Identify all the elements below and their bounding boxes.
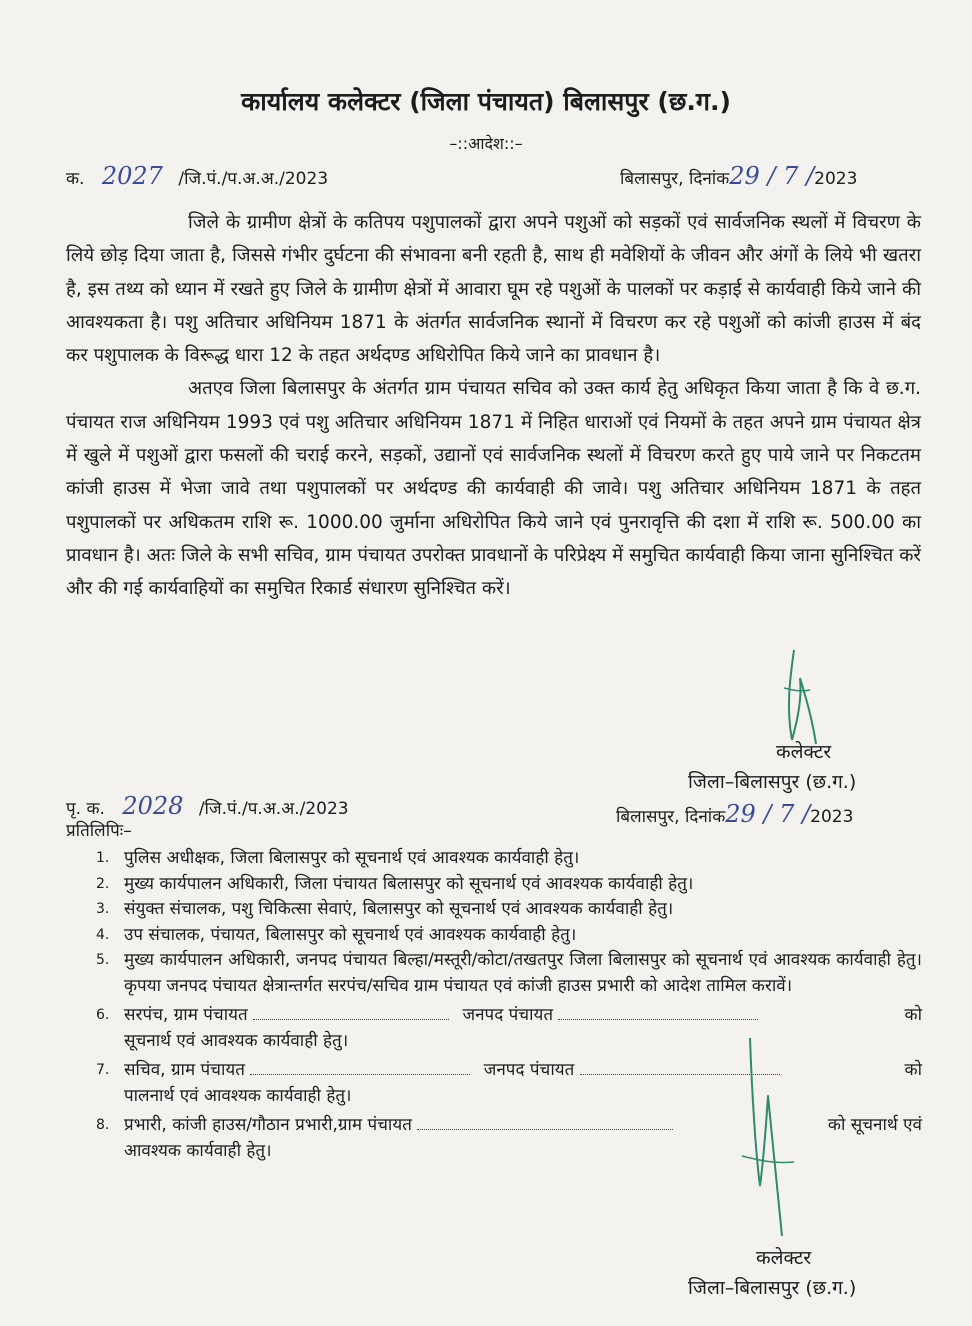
copy-date bbox=[616, 800, 853, 828]
order-ref bbox=[66, 162, 328, 190]
copy-ref bbox=[66, 792, 349, 820]
signature-2-designation: कलेक्टर bbox=[756, 1247, 812, 1269]
order-date-year: 2023 bbox=[814, 169, 858, 189]
body-paragraph-2: अतएव जिला बिलासपुर के अंतर्गत ग्राम पंचायत सचिव को उक्त कार्य हेतु अधिकृत किया जाता है कि वे छ.ग. पंचायत राज अधिनियम 1993 एवं पशु अतिचार अधिनियम 1871 में निहित धाराओं एवं नियमों के तहत अपने ग्राम पंचायत क्षेत्र में खुले में पशुओं द्वारा फसलों की चराई करने, सड़कों, उद्यानों एवं सार्वजनिक स्थलों में विचरण करते हुए पाये जाने पर निकटतम कांजी हाउस में भेजा जावे तथा पशुपालकों पर अर्थदण्ड की कार्यवाही की जावे। पशु अतिचार अधिनियम 1871 के तहत पशुपालकों पर अधिकतम राशि रू. 1000.00 जुर्माना अधिरोपित किये जाने एवं पुनरावृत्ति की दशा में राशि रू. 500.00 का प्रावधान है। अतः जिले के सभी सचिव, ग्राम पंचायत उपरोक्त प्रावधानों के परिप्रेक्ष्य में समुचित कार्यवाही किया जाना सुनिश्चित करें और की गई कार्यवाहियों का समुचित रिकार्ड संधारण सुनिश्चित करें। bbox=[66, 378, 921, 600]
cc-item: 1. पुलिस अधीक्षक, जिला बिलासपुर को सूचनार्थ एवं आवश्यक कार्यवाही हेतु। bbox=[96, 848, 580, 868]
signature-1-designation: कलेक्टर bbox=[776, 741, 832, 763]
office-title: कार्यालय कलेक्टर (जिला पंचायत) बिलासपुर (छ.ग.) bbox=[241, 87, 731, 116]
signature-1 bbox=[770, 648, 830, 748]
cc-item: 4. उप संचालक, पंचायत, बिलासपुर को सूचनार्थ एवं आवश्यक कार्यवाही हेतु। bbox=[96, 924, 577, 945]
cc-item-fill-in: 8. प्रभारी, कांजी हाउस/गौठान प्रभारी,ग्राम पंचायत को सूचनार्थ एवं आवश्यक कार्यवाही हेतु। bbox=[96, 1115, 922, 1161]
order-number-handwritten: 2027 bbox=[101, 162, 163, 190]
cc-item: 2. मुख्य कार्यपालन अधिकारी, जिला पंचायत बिलासपुर को सूचनार्थ एवं आवश्यक कार्यवाही हेतु। bbox=[96, 873, 694, 894]
copy-date-year: 2023 bbox=[810, 807, 854, 827]
copy-date-label: बिलासपुर, दिनांक bbox=[616, 807, 726, 827]
body-paragraph-1: जिले के ग्रामीण क्षेत्रों के कतिपय पशुपालकों द्वारा अपने पशुओं को सड़कों एवं सार्वजनिक स्थलों में विचरण के लिये छोड़ दिया जाता है, जिससे गंभीर दुर्घटना की संभावना बनी रहती है, साथ ही मवेशियों के जीवन और अंगों के लिये भी खतरा है, इस तथ्य को ध्यान में रखते हुए जिले के ग्रामीण क्षेत्रों में आवारा घूम रहे पशुओं के पालकों पर कड़ाई से कार्यवाही किये जाने की आवश्यकता है। पशु अतिचार अधिनियम 1871 के अंतर्गत सार्वजनिक स्थानों में विचरण कर रहे पशुओं को कांजी हाउस में बंद कर पशुपालक के विरूद्ध धारा 12 के तहत अर्थदण्ड अधिरोपित किये जाने का प्रावधान है। bbox=[66, 212, 921, 367]
copy-ref-suffix: /जि.पं./प.अ.अ./2023 bbox=[198, 799, 349, 819]
blank-line bbox=[253, 1005, 449, 1020]
cc-item-fill-in: 6. सरपंच, ग्राम पंचायत जनपद पंचायत को सूचनार्थ एवं आवश्यक कार्यवाही हेतु। bbox=[96, 1005, 922, 1051]
cc-label: प्रतिलिपिः– bbox=[66, 821, 132, 841]
order-date-handwritten: 29 / 7 / bbox=[729, 162, 815, 190]
blank-line bbox=[417, 1115, 673, 1130]
cc-item: 5. मुख्य कार्यपालन अधिकारी, जनपद पंचायत बिल्हा/मस्तूरी/कोटा/तखतपुर जिला बिलासपुर को सूचनार्थ एवं आवश्यक कार्यवाही हेतु। कृपया जनपद पंचायत क्षेत्रान्तर्गत सरपंच/सचिव ग्राम पंचायत एवं कांजी हाउस प्रभारी को आदेश तामिल करावें। bbox=[96, 950, 922, 996]
copy-ref-prefix: पृ. क. bbox=[66, 799, 105, 819]
cc-item-fill-in: 7. सचिव, ग्राम पंचायत जनपद पंचायत को पालनार्थ एवं आवश्यक कार्यवाही हेतु। bbox=[96, 1060, 922, 1106]
order-ref-suffix: /जि.पं./प.अ.अ./2023 bbox=[178, 169, 329, 189]
order-heading: –::आदेश::– bbox=[449, 134, 523, 153]
signature-1-district: जिला–बिलासपुर (छ.ग.) bbox=[688, 771, 857, 793]
copy-number-handwritten: 2028 bbox=[122, 792, 184, 820]
order-date bbox=[620, 162, 857, 190]
blank-line bbox=[558, 1005, 758, 1020]
cc-item: 3. संयुक्त संचालक, पशु चिकित्सा सेवाएं, बिलासपुर को सूचनार्थ एवं आवश्यक कार्यवाही हेतु। bbox=[96, 899, 674, 919]
signature-2-district: जिला–बिलासपुर (छ.ग.) bbox=[688, 1277, 857, 1299]
order-date-label: बिलासपुर, दिनांक bbox=[620, 169, 730, 189]
blank-line bbox=[250, 1060, 470, 1075]
signature-2 bbox=[738, 1036, 808, 1246]
order-ref-prefix: क. bbox=[66, 169, 85, 189]
copy-date-handwritten: 29 / 7 / bbox=[725, 800, 811, 828]
order-body bbox=[66, 206, 921, 606]
